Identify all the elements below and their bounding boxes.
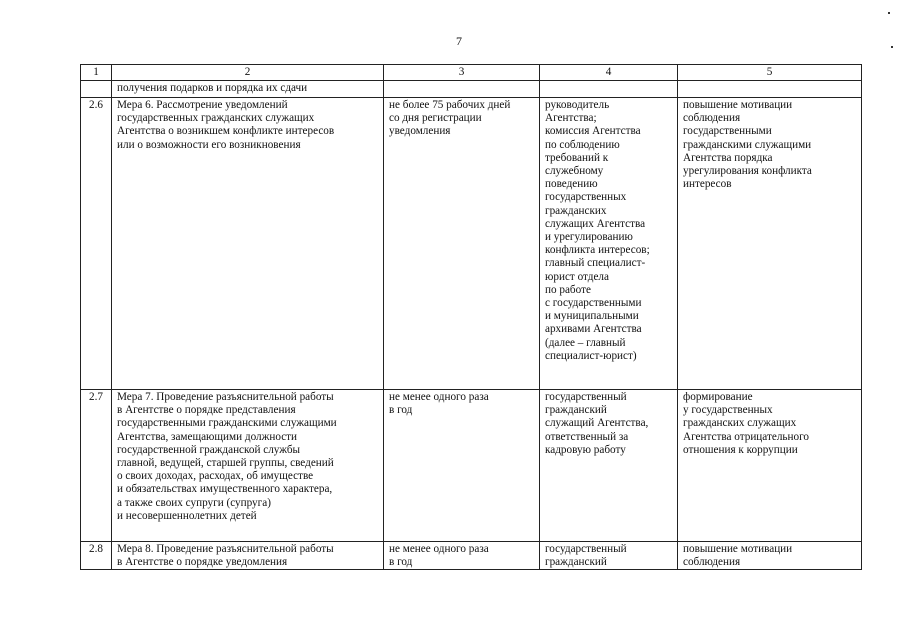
- table-row: [81, 98, 862, 390]
- column-header: 2: [112, 65, 384, 81]
- cell-text-line: главной, ведущей, старшей группы, сведений: [117, 457, 334, 470]
- cell-text-line: формирование: [683, 391, 753, 403]
- cell-text-line: соблюдения: [683, 556, 741, 569]
- cell-text-line: комиссия Агентства: [545, 125, 641, 138]
- measure-cell: [112, 542, 384, 570]
- deadline-cell: [384, 98, 540, 390]
- cell-text-line: государственный: [545, 543, 627, 555]
- cell-text-line: государственных гражданских служащих: [117, 112, 315, 125]
- cell-text-line: у государственных: [683, 404, 773, 417]
- cell-text-line: Мера 6. Рассмотрение уведомлений: [117, 99, 288, 111]
- cell-text-line: и урегулированию: [545, 231, 633, 244]
- cell-text-line: с государственными: [545, 297, 642, 310]
- continuation-row: [81, 81, 862, 98]
- scan-speck: [888, 12, 890, 14]
- cell-text-line: гражданских служащих: [683, 417, 797, 430]
- cell-text-line: Агентства, замещающими должности: [117, 430, 298, 443]
- cell-text-line: государственными гражданскими служащими: [117, 417, 337, 430]
- scan-speck: [891, 46, 893, 48]
- result-cell: [678, 390, 862, 542]
- cell-text-line: или о возможности его возникновения: [117, 138, 301, 151]
- table-row: [81, 542, 862, 570]
- cell-text-line: получения подарков и порядка их сдачи: [117, 82, 308, 94]
- cell-text-line: соблюдения: [683, 112, 741, 125]
- cell-text-line: в Агентстве о порядке уведомления: [117, 556, 288, 569]
- table-header-row: [81, 65, 862, 81]
- cell-text-line: ответственный за: [545, 430, 629, 443]
- cell-text-line: повышение мотивации: [683, 543, 793, 555]
- cell-text-line: служебному: [545, 165, 604, 178]
- measure-cell: [112, 81, 384, 98]
- column-header: 5: [678, 65, 862, 81]
- cell-text-line: требований к: [545, 151, 609, 164]
- cell-text-line: Мера 8. Проведение разъяснительной работы: [117, 543, 334, 555]
- cell-text-line: и обязательствах имущественного характера,: [117, 483, 333, 496]
- cell-text-line: гражданский: [545, 404, 607, 417]
- row-number: 2.8: [81, 542, 112, 570]
- cell-text-line: по соблюдению: [545, 138, 620, 151]
- measure-cell: [112, 98, 384, 390]
- table-row: [81, 390, 862, 542]
- cell-text-line: служащих Агентства: [545, 217, 646, 230]
- column-header: 3: [384, 65, 540, 81]
- responsible-cell: [540, 390, 678, 542]
- cell-text-line: со дня регистрации: [389, 112, 482, 125]
- measures-table: [80, 64, 862, 570]
- cell-text-line: уведомления: [389, 125, 451, 138]
- cell-text-line: государственный: [545, 391, 627, 403]
- cell-text-line: в Агентстве о порядке представления: [117, 404, 296, 417]
- cell-text-line: отношения к коррупции: [683, 443, 798, 456]
- cell-text-line: гражданский: [545, 556, 607, 569]
- result-cell: [678, 81, 862, 98]
- deadline-cell: [384, 81, 540, 98]
- cell-text-line: государственной гражданской службы: [117, 443, 301, 456]
- cell-text-line: Агентства;: [545, 112, 597, 125]
- cell-text-line: поведению: [545, 178, 598, 191]
- deadline-cell: [384, 542, 540, 570]
- result-cell: [678, 98, 862, 390]
- column-header: 1: [81, 65, 112, 81]
- cell-text-line: кадровую работу: [545, 443, 626, 456]
- cell-text-line: государственными: [683, 125, 772, 138]
- responsible-cell: [540, 81, 678, 98]
- cell-text-line: гражданскими служащими: [683, 138, 812, 151]
- cell-text-line: юрист отдела: [545, 270, 609, 283]
- cell-text-line: по работе: [545, 283, 591, 296]
- row-number: [81, 81, 112, 98]
- cell-text-line: служащий Агентства,: [545, 417, 649, 430]
- cell-text-line: интересов: [683, 178, 732, 191]
- cell-text-line: в год: [389, 556, 413, 569]
- deadline-cell: [384, 390, 540, 542]
- cell-text-line: не более 75 рабочих дней: [389, 99, 511, 111]
- cell-text-line: Агентства порядка: [683, 151, 773, 164]
- page-number: 7: [456, 34, 462, 48]
- cell-text-line: урегулирования конфликта: [683, 165, 812, 178]
- cell-text-line: гражданских: [545, 204, 607, 217]
- cell-text-line: Мера 7. Проведение разъяснительной работы: [117, 391, 334, 403]
- cell-text-line: государственных: [545, 191, 627, 204]
- cell-text-line: о своих доходах, расходах, об имуществе: [117, 470, 314, 483]
- column-header: 4: [540, 65, 678, 81]
- cell-text-line: главный специалист-: [545, 257, 646, 270]
- cell-text-line: в год: [389, 404, 413, 417]
- cell-text-line: повышение мотивации: [683, 99, 793, 111]
- result-cell: [678, 542, 862, 570]
- cell-text-line: специалист-юрист): [545, 349, 637, 362]
- cell-text-line: Агентства о возникшем конфликте интересов: [117, 125, 335, 138]
- responsible-cell: [540, 98, 678, 390]
- cell-text-line: не менее одного раза: [389, 391, 489, 403]
- row-number: 2.6: [81, 98, 112, 390]
- cell-text-line: руководитель: [545, 99, 610, 111]
- cell-text-line: архивами Агентства: [545, 323, 642, 336]
- cell-text-line: конфликта интересов;: [545, 244, 650, 257]
- row-number: 2.7: [81, 390, 112, 542]
- cell-text-line: и муниципальными: [545, 310, 639, 323]
- cell-text-line: и несовершеннолетних детей: [117, 509, 257, 522]
- cell-text-line: Агентства отрицательного: [683, 430, 809, 443]
- cell-text-line: а также своих супруги (супруга): [117, 496, 271, 509]
- measure-cell: [112, 390, 384, 542]
- cell-text-line: (далее – главный: [545, 336, 626, 349]
- responsible-cell: [540, 542, 678, 570]
- cell-text-line: не менее одного раза: [389, 543, 489, 555]
